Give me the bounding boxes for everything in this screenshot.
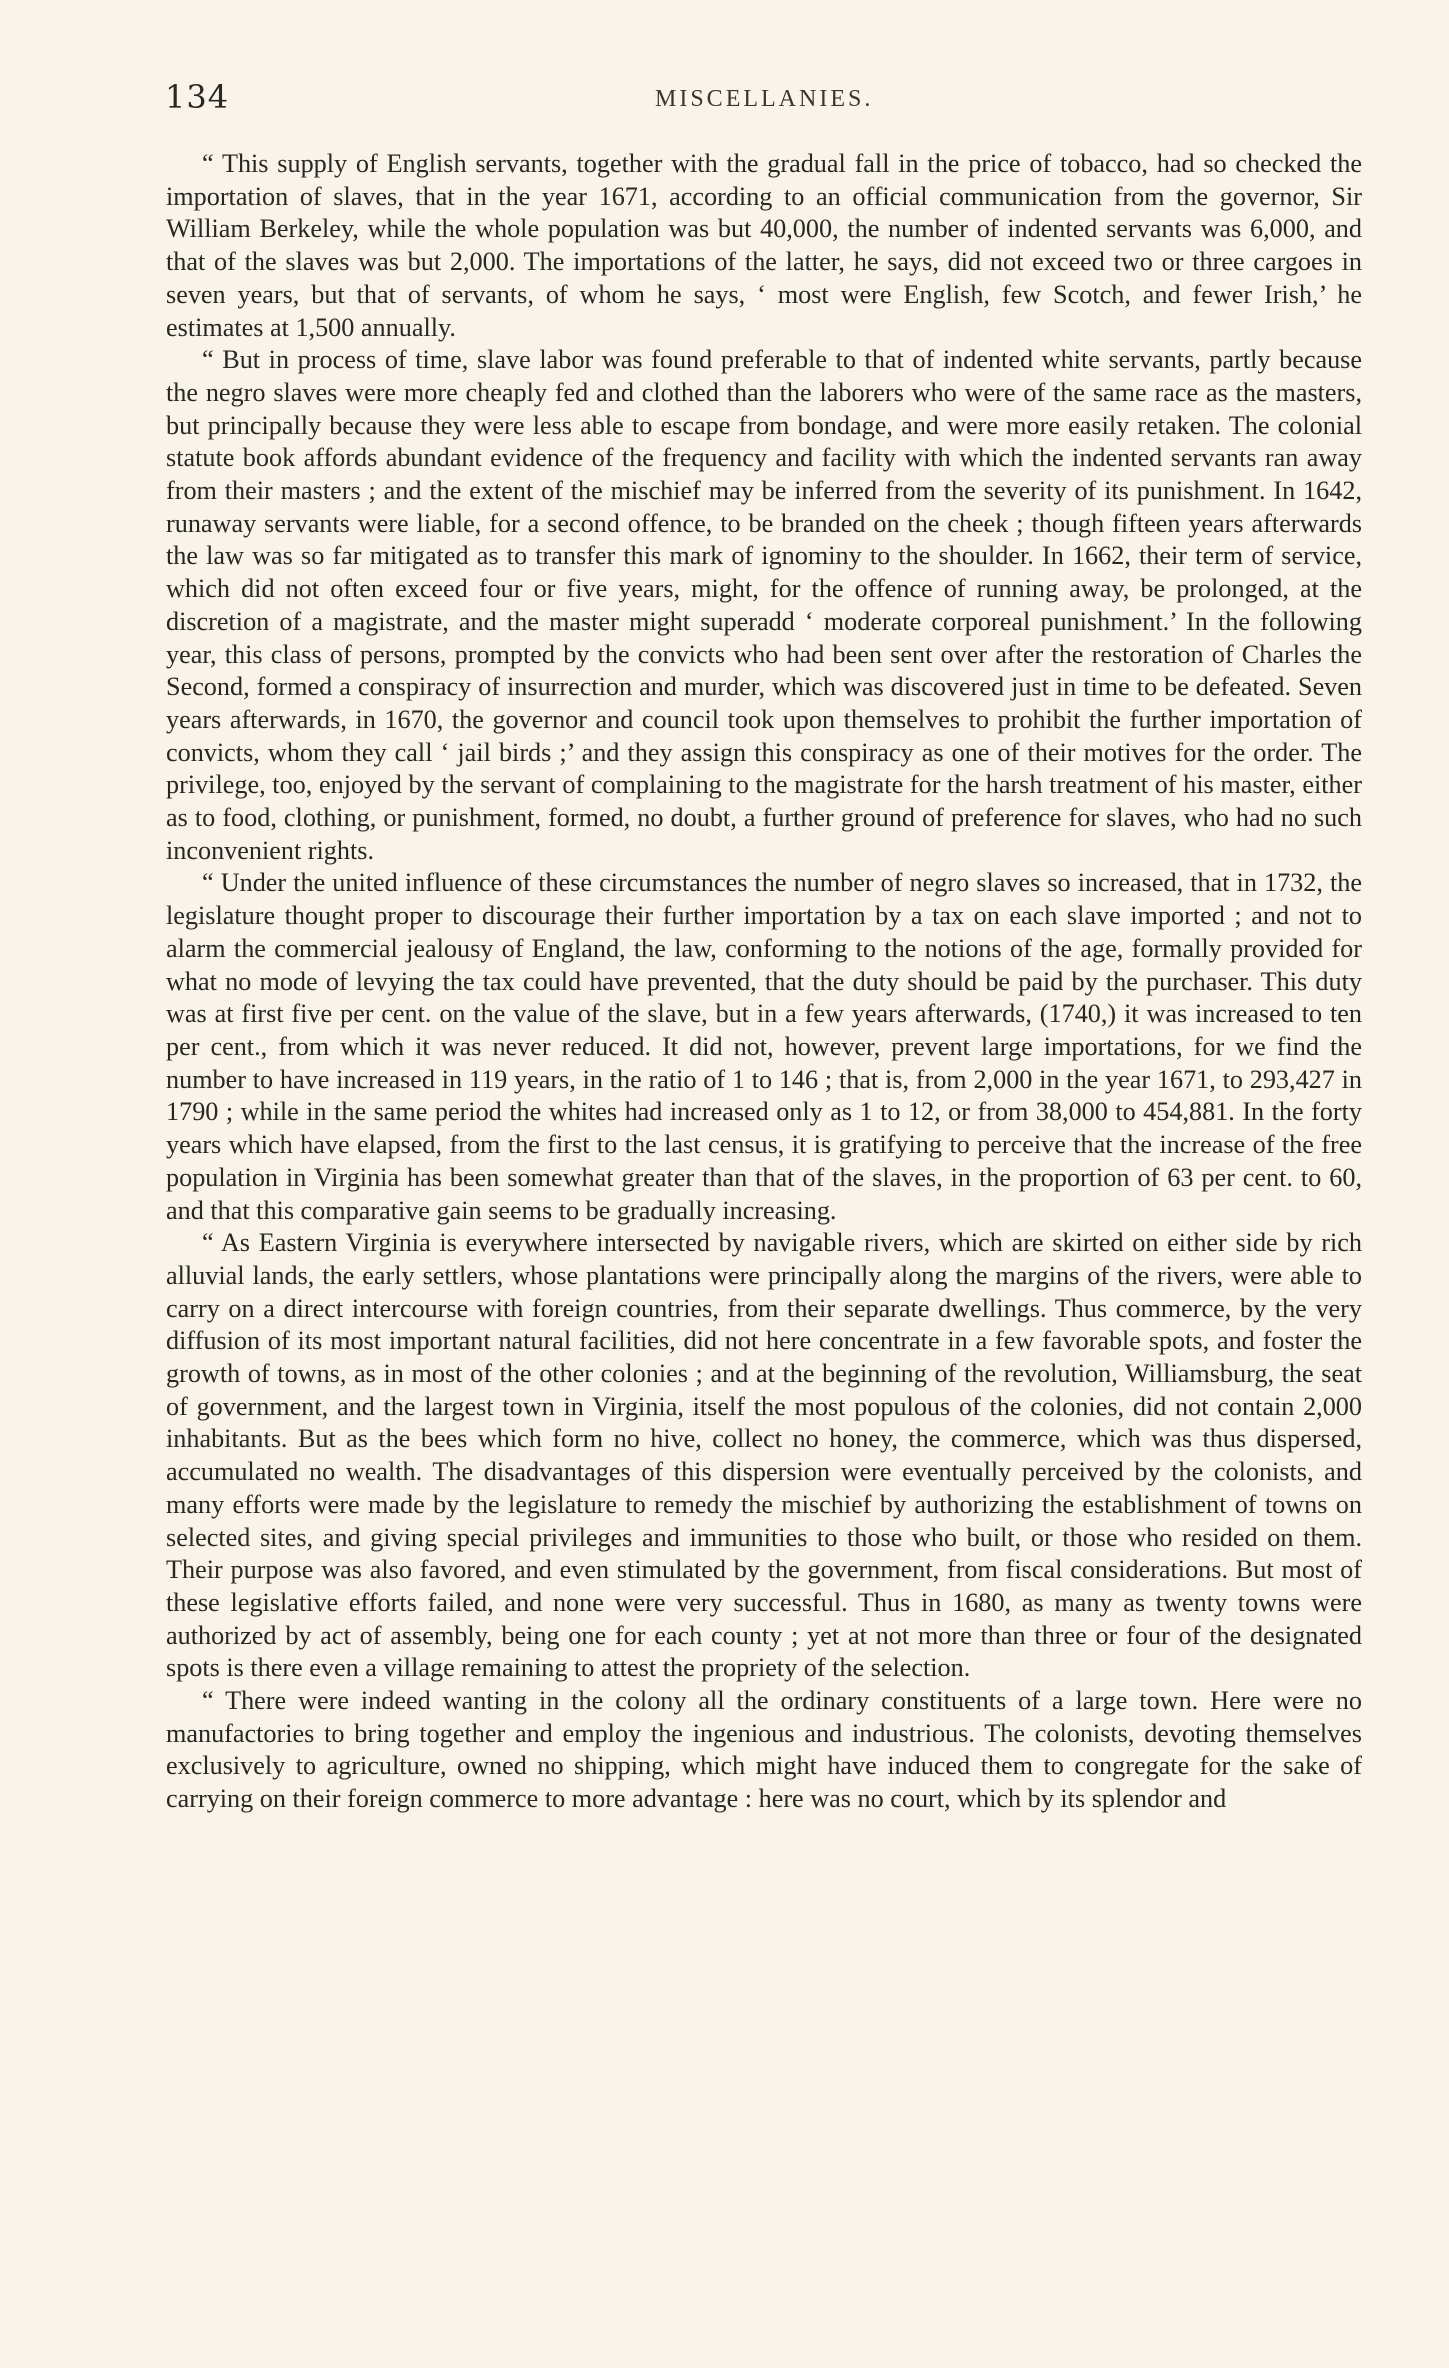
running-head: MISCELLANIES. bbox=[655, 86, 874, 112]
page-header bbox=[165, 78, 1365, 128]
page-number: 134 bbox=[165, 78, 230, 116]
paragraph-2: “ But in process of time, slave labor was found preferable to that of indented white servants, partly because the negro slaves were more cheaply fed and clothed than the laborers who were of the same race as the masters, but principally because they were less able to escape from bondage, and were more easily retaken. The colonial statute book affords abundant evidence of the frequency and facility with which the indented servants ran away from their masters ; and the extent of the mischief may be inferred from the severity of its punishment. In 1642, runaway servants were liable, for a second offence, to be branded on the cheek ; though fifteen years afterwards the law was so far mitigated as to transfer this mark of ignominy to the shoulder. In 1662, their term of service, which did not often exceed four or five years, might, for the offence of running away, be prolonged, at the discretion of a magistrate, and the master might superadd ‘ moderate corporeal punishment.’ In the following year, this class of persons, prompted by the convicts who had been sent over after the restoration of Charles the Second, formed a conspiracy of insurrection and murder, which was discovered just in time to be defeated. Seven years afterwards, in 1670, the governor and council took upon themselves to prohibit the further importation of convicts, whom they call ‘ jail birds ;’ and they assign this conspiracy as one of their motives for the order. The privilege, too, enjoyed by the servant of complaining to the magistrate for the harsh treatment of his master, either as to food, clothing, or punishment, formed, no doubt, a further ground of preference for slaves, who had no such inconvenient rights. bbox=[166, 345, 1362, 865]
paragraph-5: “ There were indeed wanting in the colony all the ordinary constituents of a large town. Here were no manufactories to bring together and employ the ingenious and industrious. The colonists, devoting themselves exclusively to agriculture, owned no shipping, which might have induced them to congregate for the sake of carrying on their foreign commerce to more advantage : here was no court, which by its splendor and bbox=[166, 1686, 1362, 1814]
paragraph-4: “ As Eastern Virginia is everywhere intersected by navigable rivers, which are skirted on either side by rich alluvial lands, the early settlers, whose plantations were principally along the margins of the rivers, were able to carry on a direct intercourse with foreign countries, from their separate dwellings. Thus commerce, by the very diffusion of its most important natural facilities, did not here concentrate in a few favorable spots, and foster the growth of towns, as in most of the other colonies ; and at the beginning of the revolution, Williamsburg, the seat of government, and the largest town in Virginia, itself the most populous of the colonies, did not contain 2,000 inhabitants. But as the bees which form no hive, collect no honey, the commerce, which was thus dispersed, accumulated no wealth. The disadvantages of this dispersion were eventually perceived by the colonists, and many efforts were made by the legislature to remedy the mischief by authorizing the establishment of towns on selected sites, and giving special privileges and immunities to those who built, or those who resided on them. Their purpose was also favored, and even stimulated by the government, from fiscal considerations. But most of these legislative efforts failed, and none were very successful. Thus in 1680, as many as twenty towns were authorized by act of assembly, being one for each county ; yet at not more than three or four of the designated spots is there even a village remaining to attest the propriety of the selection. bbox=[166, 1228, 1362, 1683]
body-text bbox=[166, 148, 1362, 1816]
paragraph-3: “ Under the united influence of these circumstances the number of negro slaves so increased, that in 1732, the legislature thought proper to discourage their further importation by a tax on each slave imported ; and not to alarm the commercial jealousy of England, the law, conforming to the notions of the age, formally provided for what no mode of levying the tax could have prevented, that the duty should be paid by the purchaser. This duty was at first five per cent. on the value of the slave, but in a few years afterwards, (1740,) it was increased to ten per cent., from which it was never reduced. It did not, however, prevent large importations, for we find the number to have increased in 119 years, in the ratio of 1 to 146 ; that is, from 2,000 in the year 1671, to 293,427 in 1790 ; while in the same period the whites had increased only as 1 to 12, or from 38,000 to 454,881. In the forty years which have elapsed, from the first to the last census, it is gratifying to perceive that the increase of the free population in Virginia has been somewhat greater than that of the slaves, in the proportion of 63 per cent. to 60, and that this comparative gain seems to be gradually increasing. bbox=[166, 868, 1362, 1225]
paragraph-1: “ This supply of English servants, together with the gradual fall in the price of tobacco, had so checked the importation of slaves, that in the year 1671, according to an official communication from the governor, Sir William Berkeley, while the whole population was but 40,000, the number of indented servants was 6,000, and that of the slaves was but 2,000. The importations of the latter, he says, did not exceed two or three cargoes in seven years, but that of servants, of whom he says, ‘ most were English, few Scotch, and fewer Irish,’ he estimates at 1,500 annually. bbox=[166, 149, 1362, 342]
